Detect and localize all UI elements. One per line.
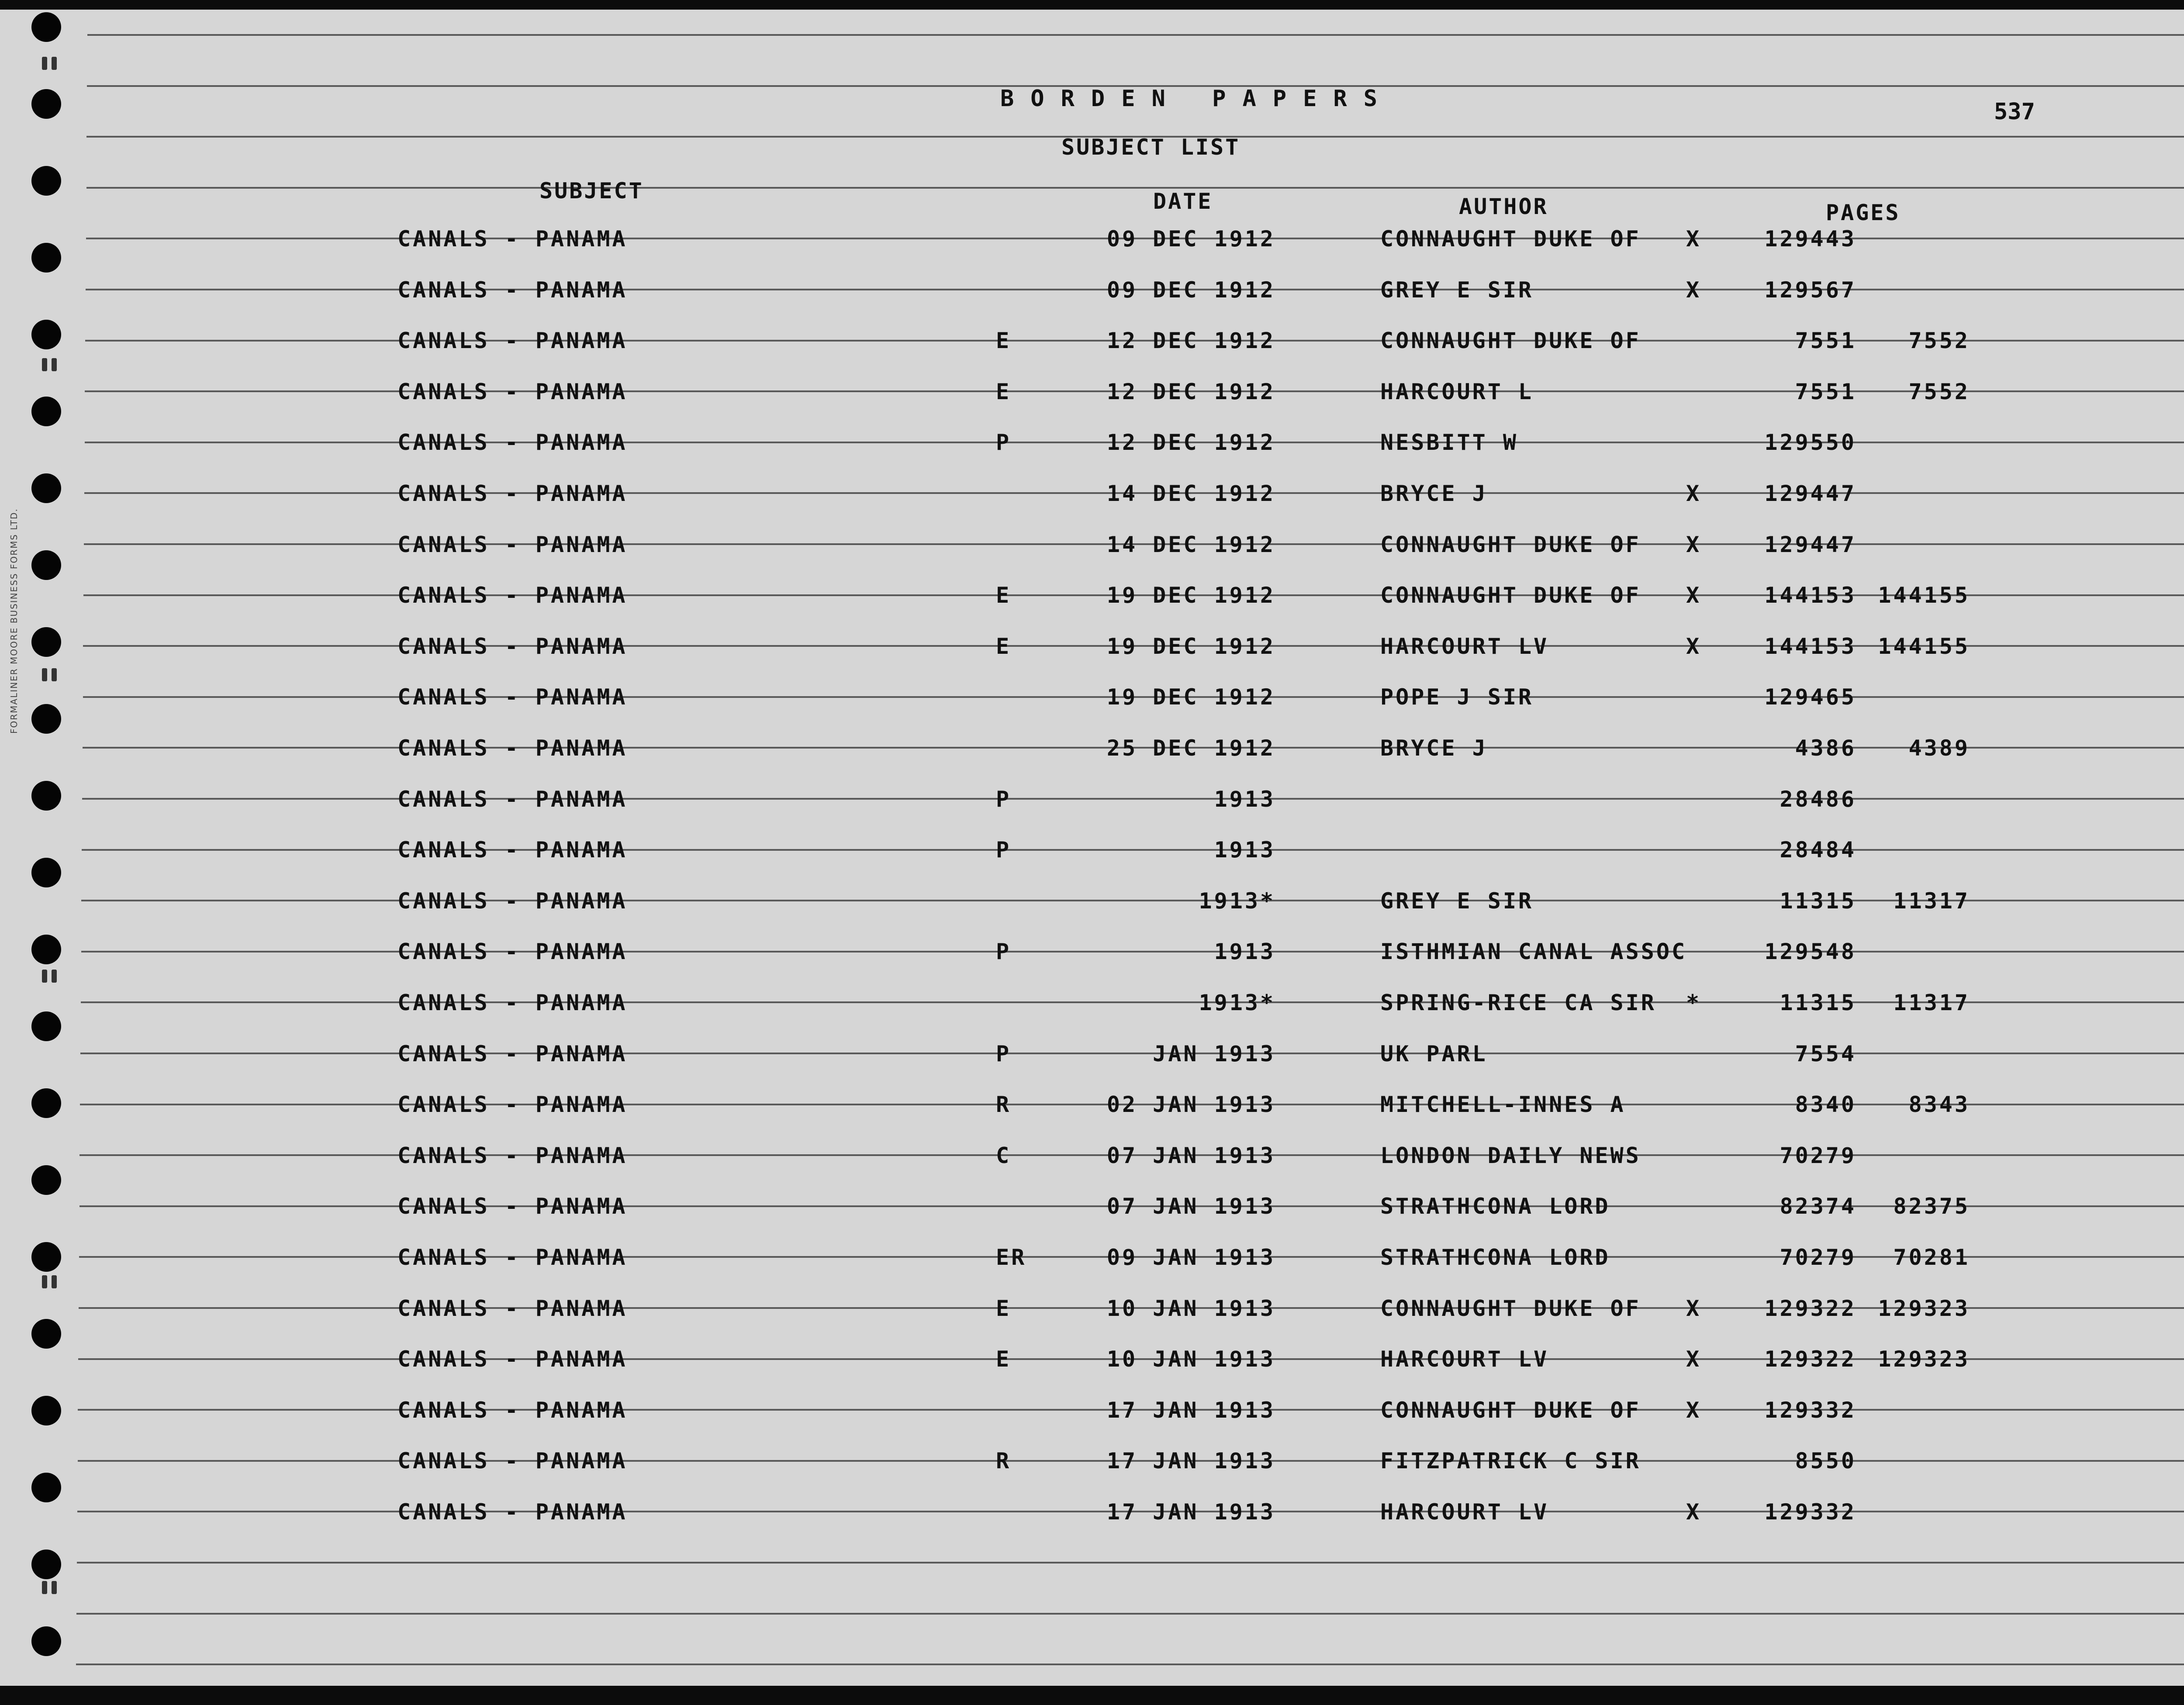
- row-subject: CANALS - PANAMA: [397, 430, 628, 455]
- row-author: BRYCE J: [1380, 481, 1488, 506]
- table-row: [0, 1296, 2184, 1331]
- row-author: POPE J SIR: [1380, 684, 1534, 710]
- row-mark: X: [1686, 1296, 1702, 1321]
- row-page-start: 28484: [1780, 837, 1856, 863]
- row-date: 07 JAN 1913: [1106, 1194, 1275, 1219]
- table-row: [0, 1041, 2184, 1076]
- row-date: 1913: [1214, 939, 1275, 964]
- row-page-end: 144155: [1878, 634, 1970, 659]
- table-row: [0, 1143, 2184, 1178]
- row-code: R: [996, 1448, 1012, 1474]
- row-author: LONDON DAILY NEWS: [1380, 1143, 1641, 1168]
- row-code: ER: [996, 1245, 1027, 1270]
- row-page-end: 129323: [1878, 1296, 1970, 1321]
- row-page-start: 144153: [1764, 583, 1856, 608]
- row-subject: CANALS - PANAMA: [397, 1346, 628, 1372]
- feed-hole: [31, 1626, 61, 1656]
- table-row: [0, 684, 2184, 719]
- table-row: [0, 787, 2184, 821]
- row-author: STRATHCONA LORD: [1380, 1194, 1610, 1219]
- row-page-start: 70279: [1780, 1245, 1856, 1270]
- row-code: E: [996, 328, 1012, 353]
- row-author: CONNAUGHT DUKE OF: [1380, 1398, 1641, 1423]
- table-row: [0, 328, 2184, 363]
- row-page-end: 4389: [1908, 735, 1970, 761]
- row-author: CONNAUGHT DUKE OF: [1380, 328, 1641, 353]
- row-page-start: 11315: [1780, 888, 1856, 914]
- scan-edge-bottom: [0, 1686, 2184, 1705]
- row-date: 07 JAN 1913: [1106, 1143, 1275, 1168]
- row-code: P: [996, 837, 1012, 863]
- row-author: CONNAUGHT DUKE OF: [1380, 583, 1641, 608]
- row-code: E: [996, 634, 1012, 659]
- ruled-line: [77, 1562, 2184, 1563]
- row-subject: CANALS - PANAMA: [397, 328, 628, 353]
- row-date: 10 JAN 1913: [1106, 1296, 1275, 1321]
- row-subject: CANALS - PANAMA: [397, 532, 628, 557]
- perforation-mark: [42, 57, 47, 70]
- table-row: [0, 226, 2184, 261]
- perforation-mark: [42, 668, 47, 681]
- row-subject: CANALS - PANAMA: [397, 787, 628, 812]
- page-number: 537: [1994, 99, 2035, 125]
- row-subject: CANALS - PANAMA: [397, 1245, 628, 1270]
- row-author: GREY E SIR: [1380, 277, 1534, 303]
- row-date: 19 DEC 1912: [1106, 634, 1275, 659]
- row-author: FITZPATRICK C SIR: [1380, 1448, 1641, 1474]
- feed-hole: [31, 89, 61, 119]
- row-page-start: 129332: [1764, 1398, 1856, 1423]
- row-page-start: 7554: [1795, 1041, 1856, 1066]
- row-author: HARCOURT LV: [1380, 1346, 1549, 1372]
- table-row: [0, 532, 2184, 567]
- row-author: STRATHCONA LORD: [1380, 1245, 1610, 1270]
- ruled-line: [76, 1613, 2184, 1615]
- row-date: 1913*: [1199, 888, 1275, 914]
- row-page-end: 82375: [1893, 1194, 1970, 1219]
- row-date: 12 DEC 1912: [1106, 430, 1275, 455]
- row-author: CONNAUGHT DUKE OF: [1380, 1296, 1641, 1321]
- row-author: SPRING-RICE CA SIR: [1380, 990, 1656, 1015]
- row-code: R: [996, 1092, 1012, 1117]
- row-mark: X: [1686, 226, 1702, 252]
- table-row: [0, 1092, 2184, 1127]
- row-subject: CANALS - PANAMA: [397, 379, 628, 404]
- row-subject: CANALS - PANAMA: [397, 1296, 628, 1321]
- feed-hole: [31, 1550, 61, 1579]
- row-page-end: 11317: [1893, 990, 1970, 1015]
- row-date: 17 JAN 1913: [1106, 1398, 1275, 1423]
- row-date: 1913*: [1199, 990, 1275, 1015]
- row-subject: CANALS - PANAMA: [397, 735, 628, 761]
- row-mark: X: [1686, 634, 1702, 659]
- row-page-start: 7551: [1795, 379, 1856, 404]
- row-page-start: 11315: [1780, 990, 1856, 1015]
- table-row: [0, 1346, 2184, 1381]
- row-author: GREY E SIR: [1380, 888, 1534, 914]
- row-date: 25 DEC 1912: [1106, 735, 1275, 761]
- row-date: 02 JAN 1913: [1106, 1092, 1275, 1117]
- row-subject: CANALS - PANAMA: [397, 939, 628, 964]
- row-subject: CANALS - PANAMA: [397, 277, 628, 303]
- row-author: CONNAUGHT DUKE OF: [1380, 226, 1641, 252]
- row-subject: CANALS - PANAMA: [397, 1499, 628, 1525]
- perforation-mark: [52, 1581, 57, 1594]
- row-page-start: 129567: [1764, 277, 1856, 303]
- ruled-line: [86, 187, 2184, 189]
- row-page-start: 8550: [1795, 1448, 1856, 1474]
- table-row: [0, 481, 2184, 516]
- row-mark: X: [1686, 277, 1702, 303]
- feed-hole: [31, 166, 61, 196]
- row-date: 14 DEC 1912: [1106, 481, 1275, 506]
- row-subject: CANALS - PANAMA: [397, 226, 628, 252]
- row-code: E: [996, 583, 1012, 608]
- row-subject: CANALS - PANAMA: [397, 1448, 628, 1474]
- row-subject: CANALS - PANAMA: [397, 1398, 628, 1423]
- row-author: ISTHMIAN CANAL ASSOC: [1380, 939, 1687, 964]
- row-date: 19 DEC 1912: [1106, 684, 1275, 710]
- column-header-subject: SUBJECT: [539, 178, 644, 204]
- row-date: 09 DEC 1912: [1106, 226, 1275, 252]
- row-mark: X: [1686, 532, 1702, 557]
- row-date: 17 JAN 1913: [1106, 1499, 1275, 1525]
- row-author: BRYCE J: [1380, 735, 1488, 761]
- row-subject: CANALS - PANAMA: [397, 1143, 628, 1168]
- row-page-end: 7552: [1908, 379, 1970, 404]
- row-author: HARCOURT L: [1380, 379, 1534, 404]
- row-mark: X: [1686, 1398, 1702, 1423]
- row-author: MITCHELL-INNES A: [1380, 1092, 1626, 1117]
- row-date: JAN 1913: [1153, 1041, 1275, 1066]
- row-page-start: 129465: [1764, 684, 1856, 710]
- ruled-line: [87, 34, 2184, 36]
- row-page-start: 7551: [1795, 328, 1856, 353]
- row-code: P: [996, 1041, 1012, 1066]
- row-code: E: [996, 1346, 1012, 1372]
- row-page-start: 129550: [1764, 430, 1856, 455]
- row-subject: CANALS - PANAMA: [397, 481, 628, 506]
- row-date: 09 JAN 1913: [1106, 1245, 1275, 1270]
- table-row: [0, 1245, 2184, 1280]
- row-date: 09 DEC 1912: [1106, 277, 1275, 303]
- table-row: [0, 888, 2184, 923]
- row-mark: X: [1686, 1346, 1702, 1372]
- row-page-end: 8343: [1908, 1092, 1970, 1117]
- row-page-end: 11317: [1893, 888, 1970, 914]
- row-author: NESBITT W: [1380, 430, 1518, 455]
- row-page-start: 4386: [1795, 735, 1856, 761]
- row-subject: CANALS - PANAMA: [397, 990, 628, 1015]
- table-row: [0, 990, 2184, 1025]
- row-page-start: 28486: [1780, 787, 1856, 812]
- column-header-author: AUTHOR: [1459, 194, 1548, 219]
- row-mark: X: [1686, 481, 1702, 506]
- row-subject: CANALS - PANAMA: [397, 837, 628, 863]
- feed-hole: [31, 12, 61, 42]
- row-page-start: 129322: [1764, 1296, 1856, 1321]
- row-page-start: 8340: [1795, 1092, 1856, 1117]
- row-page-end: 129323: [1878, 1346, 1970, 1372]
- table-row: [0, 1499, 2184, 1534]
- row-code: P: [996, 939, 1012, 964]
- row-mark: X: [1686, 583, 1702, 608]
- table-row: [0, 379, 2184, 414]
- table-row: [0, 1398, 2184, 1432]
- table-row: [0, 277, 2184, 312]
- row-date: 17 JAN 1913: [1106, 1448, 1275, 1474]
- document-title: BORDEN PAPERS: [1000, 86, 1394, 112]
- row-code: E: [996, 379, 1012, 404]
- perforation-mark: [52, 57, 57, 70]
- row-page-start: 129447: [1764, 532, 1856, 557]
- row-page-start: 129332: [1764, 1499, 1856, 1525]
- row-date: 12 DEC 1912: [1106, 328, 1275, 353]
- row-subject: CANALS - PANAMA: [397, 684, 628, 710]
- table-row: [0, 1448, 2184, 1483]
- row-date: 14 DEC 1912: [1106, 532, 1275, 557]
- table-row: [0, 939, 2184, 974]
- row-date: 12 DEC 1912: [1106, 379, 1275, 404]
- row-subject: CANALS - PANAMA: [397, 1092, 628, 1117]
- row-page-start: 129443: [1764, 226, 1856, 252]
- row-code: C: [996, 1143, 1012, 1168]
- row-author: HARCOURT LV: [1380, 634, 1549, 659]
- perforation-mark: [42, 1581, 47, 1594]
- row-page-start: 129447: [1764, 481, 1856, 506]
- table-row: [0, 634, 2184, 669]
- perforation-mark: [52, 668, 57, 681]
- row-mark: *: [1686, 990, 1702, 1015]
- row-date: 10 JAN 1913: [1106, 1346, 1275, 1372]
- row-page-end: 70281: [1893, 1245, 1970, 1270]
- table-row: [0, 430, 2184, 465]
- column-header-date: DATE: [1153, 189, 1213, 214]
- row-code: P: [996, 430, 1012, 455]
- table-row: [0, 1194, 2184, 1229]
- row-author: CONNAUGHT DUKE OF: [1380, 532, 1641, 557]
- row-code: E: [996, 1296, 1012, 1321]
- scan-edge-top: [0, 0, 2184, 10]
- row-page-end: 7552: [1908, 328, 1970, 353]
- row-page-start: 129548: [1764, 939, 1856, 964]
- row-code: P: [996, 787, 1012, 812]
- row-subject: CANALS - PANAMA: [397, 1194, 628, 1219]
- row-subject: CANALS - PANAMA: [397, 583, 628, 608]
- row-page-end: 144155: [1878, 583, 1970, 608]
- row-page-start: 82374: [1780, 1194, 1856, 1219]
- ruled-line: [76, 1664, 2184, 1665]
- margin-imprint: FORMALINER MOORE BUSINESS FORMS LTD.: [9, 508, 19, 734]
- table-row: [0, 837, 2184, 872]
- row-subject: CANALS - PANAMA: [397, 634, 628, 659]
- table-row: [0, 583, 2184, 618]
- column-header-pages: PAGES: [1826, 200, 1901, 225]
- row-date: 19 DEC 1912: [1106, 583, 1275, 608]
- row-subject: CANALS - PANAMA: [397, 888, 628, 914]
- row-author: UK PARL: [1380, 1041, 1488, 1066]
- row-date: 1913: [1214, 787, 1275, 812]
- row-author: HARCOURT LV: [1380, 1499, 1549, 1525]
- row-page-start: 129322: [1764, 1346, 1856, 1372]
- row-subject: CANALS - PANAMA: [397, 1041, 628, 1066]
- row-mark: X: [1686, 1499, 1702, 1525]
- row-date: 1913: [1214, 837, 1275, 863]
- document-subtitle: SUBJECT LIST: [1061, 135, 1241, 160]
- table-row: [0, 735, 2184, 770]
- row-page-start: 144153: [1764, 634, 1856, 659]
- row-page-start: 70279: [1780, 1143, 1856, 1168]
